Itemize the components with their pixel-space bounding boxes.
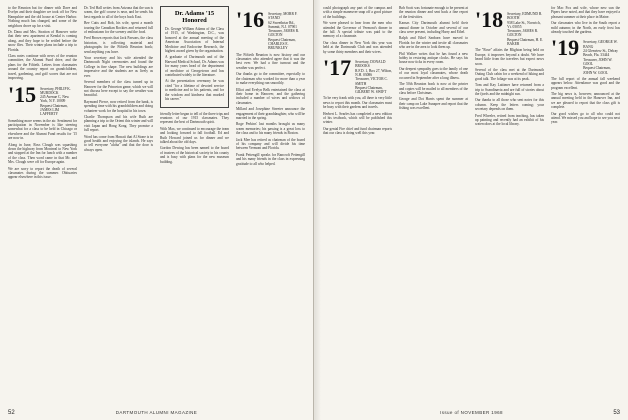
- address-line: 24 Glenview St., Delray Beach, Fla. 33444: [583, 49, 618, 58]
- class-year: '19: [551, 35, 580, 61]
- class-1918-heading: [475, 7, 544, 47]
- class-officers: [40, 85, 77, 117]
- bequest-line: Bequest Chairman, GILBERT W. SWIFT: [355, 85, 387, 95]
- bequest-line: Bequest Chairman, JAMES LIM LAFFERTY: [40, 103, 68, 117]
- left-column-1: to the Reunion but for dinner with Dave and Evelyn and their daughter we took off for New Hampshire and the old house at Center Harbor. Nothing much has changed, and some of the neighbors drove up for a visit. Dr. Dana and Mrs. Stratton of Hanover write that their new apartment at Kendal is coming along, and they hope to be settled before the snow flies. Their winter plans include a trip to Florida. Class notes continue with news of the reunion committee, the Alumni Fund drive, and the plans for the Fiftieth. Letters from classmates around the country report on grandchildren, travel, gardening, and golf scores that are not improving. '15 Secretary, PHILIP K. MURDOCK 245 Avenue C, New York, N.Y. 10009 Bequest Chairman, JAMES LIM LAFFERTY Something more seems in the air. Sentiment for participation in November is like steering somewhat for a class to be held in Chicago or elsewhere and the Alumni Fund results for '15 are now in. Along in June, Ross Clough was squashing down the highway from Montreal to New York and stopped at the Inn for lunch with a number of the class. Then word came in that Mr. and Mrs. Clough were off for Europe again. We are sorry to report the death of several classmates during the summer. Obituaries appear elsewhere in this issue.: [8, 6, 77, 180]
- secretary-line: Secretary, MORR F. STAND: [268, 12, 298, 21]
- class-officers: [583, 38, 620, 74]
- address-line: R.F.D. 1, Box 27, Wilton, N.H. 03086: [355, 68, 392, 77]
- secretary-line: Secretary, GEORGE W. BANG: [583, 40, 618, 49]
- class-1917-heading: [323, 55, 392, 95]
- address-line: 245 Avenue C, New York, N.Y. 10009: [40, 95, 70, 104]
- secretary-line: Secretary, DONALD BROOKS: [355, 60, 386, 69]
- treasurer-line: Treasurer, JOHN W. GOOL: [583, 57, 613, 66]
- page-number: 52: [8, 410, 15, 416]
- right-column-2: Bob Scott was fortunate enough to be present at the reunion dinner and sent back a fine report of the festivities. Kansas City Dartmouth alumni held their annual dinner in October and several of our class were present, including Harry and Ethel. Ralph and Ethel Sanborn have moved to Florida for the winter and invite all classmates who are in the area to look them up. Phil Walker writes that he has found a new hobby in restoring antique clocks. He says his house now ticks in every room. Our deepest sympathy goes to the family of one of our most loyal classmates, whose death occurred in September after a long illness. The 50th Reunion book is now at the printer and copies will be mailed to all members of the class before Christmas. George and Dot Harris spent the summer at their camp on Lake Sunapee and report that the fishing was excellent.: [399, 6, 468, 111]
- left-column-4: '16 Secretary, MORR F. STAND 62 Sweetbriar Rd., Summit, N.J. 07901 Treasurer, JAMES R. GOLTON Bequest Chairman, CHARLES E. BRUNKLEY The Fiftieth Reunion is now history and our classmates who attended agree that it was the best ever. We had a fine turnout and the weather was perfect. Our thanks go to the committee, especially to the chairman who worked for more than a year to make everything run smoothly. Elliot and Evelyn Belk entertained the class at their home in Hanover, and the gathering included a number of wives and widows of classmates. Millard and Josephine Streeter announce the engagement of their granddaughter, who will be married in the spring. Roge Perkins' last months brought us many warm memories; his passing is a great loss to the class and to his many friends in Boston. Jack Mee has retired as chairman of the board of his company and will divide his time between Vermont and Florida. Frank Pettengill speaks for Bancroft Pettengill and his many friends in the class in expressing gratitude to all who helped.: [236, 7, 305, 166]
- class-officers: [268, 10, 305, 51]
- class-year: '18: [475, 7, 504, 32]
- class-year: '17: [323, 55, 352, 81]
- right-column-3: '18 Secretary, EDMUND B. BOOTH 938 Lake St., Norwich, Vt. 05055 Treasurer, JAMES R. GOLTON Bequest Chairman, H. E. BAKER The "Rose" affairs the Blighton being held on Europe, it improves beyond a doubt. We have heard little from the travelers but expect news soon. Several of the class met at the Dartmouth Outing Club cabin for a weekend of hiking and good talk. The foliage was at its peak. Tom and Kay Lattimer have returned from a trip to Scandinavia and are full of stories about the fjords and the midnight sun. Our thanks to all those who sent notes for this column. Keep the letters coming; your secretary depends on them. Fred Wheeler, retired from teaching, has taken up painting and recently had an exhibit of his watercolors at the local library.: [475, 7, 544, 127]
- treasurer-line: Treasurer, VICTOR C. SMITH: [355, 77, 388, 86]
- treasurer-line: Treasurer, JAMES R. GOLTON: [507, 29, 538, 38]
- class-officers: [355, 58, 392, 94]
- sidebar-title: Dr. Adams '15 Honored: [174, 10, 215, 24]
- page-number: 53: [613, 410, 620, 416]
- address-line: 62 Sweetbriar Rd., Summit, N.J. 07901: [268, 20, 297, 29]
- right-column-4: for Mac Fox and wife, whose new sun the Pipers have noted, and that they have enjoyed a pleasant summer at their place in Maine. Our classmates who live in the South report a mild autumn; in the North, an early frost has already touched the gardens. '19 Secretary, GEORGE W. BANG 24 Glenview St., Delray Beach, Fla. 33444 Treasurer, JOHN W. GOOL Bequest Chairman, JOHN W. GOOL The full report of the annual fall weekend appears below. Attendance was good and the program excellent. The big news is, however, announced at the annual meeting held in the Hanover Inn, and we are pleased to report that the class gift is complete. Our good wishes go to all who could not attend. We missed you and hope to see you next year.: [551, 6, 620, 125]
- sidebar-box: Dr. Adams '15 Honored Dr. George William Adams of the Class of 1915, of Washington, D.C., was honored at the annual meeting of the American Association of Internal Medicine and Endocrine Research, the highest award given by the organization. A graduate of Dartmouth and of the Harvard Medical School, Dr. Adams was for many years head of the department of medicine at Georgetown and has contributed widely to the literature. At the presentation ceremony he was cited "for a lifetime of devoted service to medicine and to his patients, and for the wisdom and kindness that marked his career.": [160, 6, 229, 108]
- class-year: '16: [236, 7, 265, 32]
- right-page: [314, 0, 628, 420]
- left-column-3: Dr. Adams '15 Honored Dr. George William Adams of the Class of 1915, of Washington, D.C., was honored at the annual meeting of the American Association of Internal Medicine and Endocrine Research, the highest award given by the organization. A graduate of Dartmouth and of the Harvard Medical School, Dr. Adams was for many years head of the department of medicine at Georgetown and has contributed widely to the literature. At the presentation ceremony he was cited "for a lifetime of devoted service to medicine and to his patients, and for the wisdom and kindness that marked his career." friendly letter began to tell of the three trips and reunions of our 1915 classmates. They represent the best of Dartmouth spirit. With Max, we continued to encourage the team and looking forward to fall football. Ed and Ruth Howard joined us for dinner and we talked about the old days. Gordon Dewing has been named to the board of trustees of the historical society in his county and is busy with plans for the new museum building.: [160, 6, 229, 398]
- bequest-line: Bequest Chairman, CHARLES E. BRUNKLEY: [268, 37, 296, 51]
- class-officers: [507, 10, 544, 46]
- page-footer: Issue of NOVEMBER 1968: [440, 410, 503, 415]
- class-1915-heading: [8, 81, 77, 117]
- class-1916-heading: [236, 7, 305, 51]
- secretary-line: Secretary, PHILIP K. MURDOCK: [40, 86, 71, 95]
- page-footer: DARTMOUTH ALUMNI MAGAZINE: [115, 410, 198, 415]
- address-line: 938 Lake St., Norwich, Vt. 05055: [507, 20, 541, 29]
- gutter-shadow: [315, 0, 321, 420]
- class-1919-heading: [551, 35, 620, 75]
- class-year: '15: [8, 81, 37, 107]
- secretary-line: Secretary, EDMUND B. BOOTH: [507, 12, 543, 21]
- left-column-2: Dr. Ted Hall writes from Arizona that the sun is warm, the golf course is near, and he sends his best regards to all of the boys back East. Bee Cutts and Bob, his wife, spent a month touring the Canadian Rockies and returned full of enthusiasm for the scenery and the food. Fred Brown reports that Jack Parsons, the class historian, is collecting material and photographs for the Fiftieth Reunion book; send anything you have. Your secretary and his wife attended the Dartmouth Night ceremonies and found the College in fine shape. The new buildings are impressive and the students are as lively as ever. Several members of the class turned up in Hanover for the Princeton game, which we will not discuss here except to say the weather was beautiful. Raymond Pierce, now retired from the bank, is spending time with his grandchildren and doing volunteer work for the hospital in his town. Charlie Thompson and his wife Ruth are planning a trip to the Orient this winter and will visit Japan and Hong Kong. They promise a full report. Word has come from Hawaii that Al Stone is in good health and enjoying the islands. He says to tell everyone "aloha" and that the door is always open.: [84, 6, 153, 152]
- treasurer-line: Treasurer, JAMES R. GOLTON: [268, 29, 299, 38]
- bequest-line: Bequest Chairman, H. E. BAKER: [507, 37, 544, 47]
- bequest-line: Bequest Chairman, JOHN W. GOOL: [583, 66, 611, 75]
- right-column-1: could photograph any part of the campus and with a simple maneuver snap off a good picture of the buildings. We were pleased to hear from the men who attended the Governor of Vermont's dinner in the fall. A special tribute was paid to the memory of a classmate. Our class dinner in New York this year was held at the Dartmouth Club and was attended by some thirty members and their wives. '17 Secretary, DONALD BROOKS R.F.D. 1, Box 27, Wilton, N.H. 03086 Treasurer, VICTOR C. SMITH Bequest Chairman, GILBERT W. SWIFT To be very frank with you, all there is very little news to report this month. Our classmates must be busy with their gardens and travels. Herbert L. Searles has completed a new edition of his textbook, which will be published this winter. Our genial Fire chief and fund chairman reports that our class is doing well this year.: [323, 6, 392, 136]
